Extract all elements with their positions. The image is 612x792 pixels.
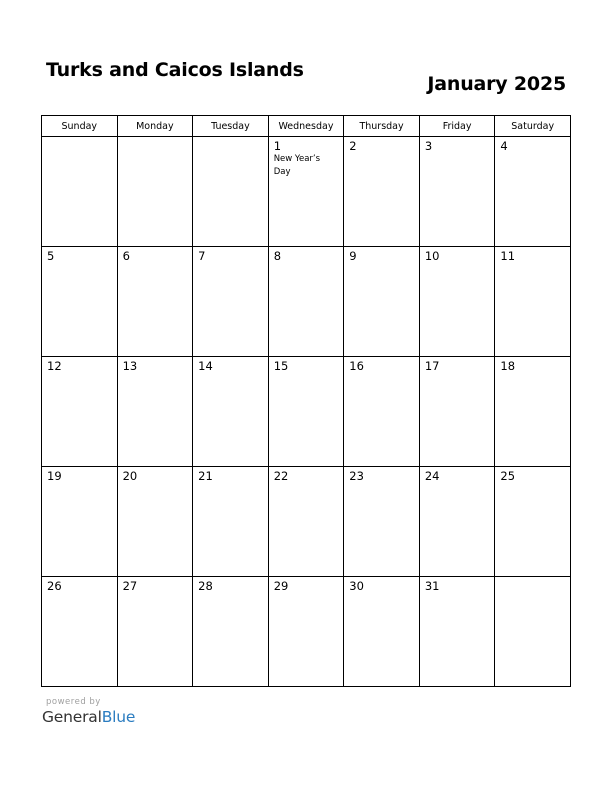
calendar-day-cell	[42, 467, 118, 577]
day-number: 11	[500, 249, 516, 263]
day-number: 22	[273, 469, 289, 483]
day-number	[42, 137, 117, 139]
calendar-day-cell	[117, 247, 193, 357]
weekday-thursday: Thursday	[344, 116, 420, 137]
weekday-sunday: Sunday	[42, 116, 118, 137]
day-number	[193, 137, 268, 139]
day-number: 1	[273, 139, 282, 153]
calendar-day-cell	[42, 357, 118, 467]
calendar-day-cell	[495, 357, 571, 467]
calendar-day-cell	[495, 137, 571, 247]
day-number: 2	[349, 139, 357, 153]
day-number: 20	[122, 469, 138, 483]
calendar-day-cell	[344, 357, 420, 467]
day-number: 8	[273, 249, 282, 263]
day-number: 4	[500, 139, 508, 153]
calendar-day-cell	[419, 467, 495, 577]
day-number: 17	[424, 359, 440, 373]
country-title: Turks and Caicos Islands	[46, 59, 304, 81]
day-number: 31	[424, 579, 440, 593]
calendar-day-cell	[268, 137, 344, 247]
calendar-day-cell	[419, 357, 495, 467]
day-number: 29	[273, 579, 289, 593]
calendar-day-cell	[419, 577, 495, 687]
calendar-day-cell	[193, 357, 269, 467]
day-number: 10	[424, 249, 440, 263]
calendar-week-row	[42, 137, 571, 247]
day-number: 3	[424, 139, 433, 153]
day-number: 18	[500, 359, 516, 373]
calendar-week-row	[42, 467, 571, 577]
day-number: 25	[500, 469, 516, 483]
day-number: 26	[47, 579, 62, 593]
holiday-label: New Year’s Day	[273, 154, 321, 177]
calendar-day-cell	[344, 577, 420, 687]
weekday-wednesday: Wednesday	[268, 116, 344, 137]
calendar-day-cell	[268, 467, 344, 577]
calendar-day-cell	[268, 357, 344, 467]
day-number: 13	[122, 359, 138, 373]
calendar-day-cell	[495, 247, 571, 357]
day-number	[118, 137, 193, 139]
calendar-day-cell	[344, 137, 420, 247]
calendar-day-cell	[419, 247, 495, 357]
weekday-tuesday: Tuesday	[193, 116, 269, 137]
calendar-day-cell	[42, 247, 118, 357]
calendar-day-cell	[193, 577, 269, 687]
footer-branding	[42, 697, 135, 727]
weekday-monday: Monday	[117, 116, 193, 137]
day-number: 12	[47, 359, 62, 373]
day-number: 30	[349, 579, 364, 593]
calendar-week-row	[42, 577, 571, 687]
calendar-week-row	[42, 247, 571, 357]
day-number: 15	[273, 359, 289, 373]
day-number: 7	[198, 249, 206, 263]
calendar-day-cell	[193, 247, 269, 357]
day-number: 9	[349, 249, 357, 263]
calendar-day-cell	[117, 577, 193, 687]
brand-blue-text: Blue	[101, 708, 136, 726]
calendar-day-cell	[495, 577, 571, 687]
day-number: 28	[198, 579, 213, 593]
weekday-saturday: Saturday	[495, 116, 571, 137]
calendar-day-cell	[344, 247, 420, 357]
calendar-day-cell	[117, 467, 193, 577]
day-number: 16	[349, 359, 364, 373]
day-number: 14	[198, 359, 213, 373]
calendar-day-cell	[495, 467, 571, 577]
calendar-day-cell	[193, 467, 269, 577]
day-number: 23	[349, 469, 364, 483]
calendar-day-cell	[268, 577, 344, 687]
calendar-day-cell	[117, 137, 193, 247]
weekday-header-row	[42, 116, 571, 137]
powered-by-text: powered by	[46, 697, 101, 707]
calendar-day-cell	[268, 247, 344, 357]
day-number: 24	[424, 469, 440, 483]
calendar-day-cell	[117, 357, 193, 467]
day-number: 27	[122, 579, 138, 593]
day-number: 21	[198, 469, 213, 483]
month-title: January 2025	[427, 73, 566, 95]
generalblue-logo	[42, 707, 135, 727]
day-number: 19	[47, 469, 62, 483]
brand-general-text: General	[42, 708, 102, 726]
calendar-grid	[41, 115, 571, 687]
day-number: 5	[47, 249, 55, 263]
calendar-day-cell	[344, 467, 420, 577]
day-number	[495, 577, 570, 579]
calendar-day-cell	[42, 577, 118, 687]
calendar-day-cell	[42, 137, 118, 247]
calendar-day-cell	[419, 137, 495, 247]
weekday-friday: Friday	[419, 116, 495, 137]
calendar-day-cell	[193, 137, 269, 247]
calendar-week-row	[42, 357, 571, 467]
day-number: 6	[122, 249, 130, 263]
